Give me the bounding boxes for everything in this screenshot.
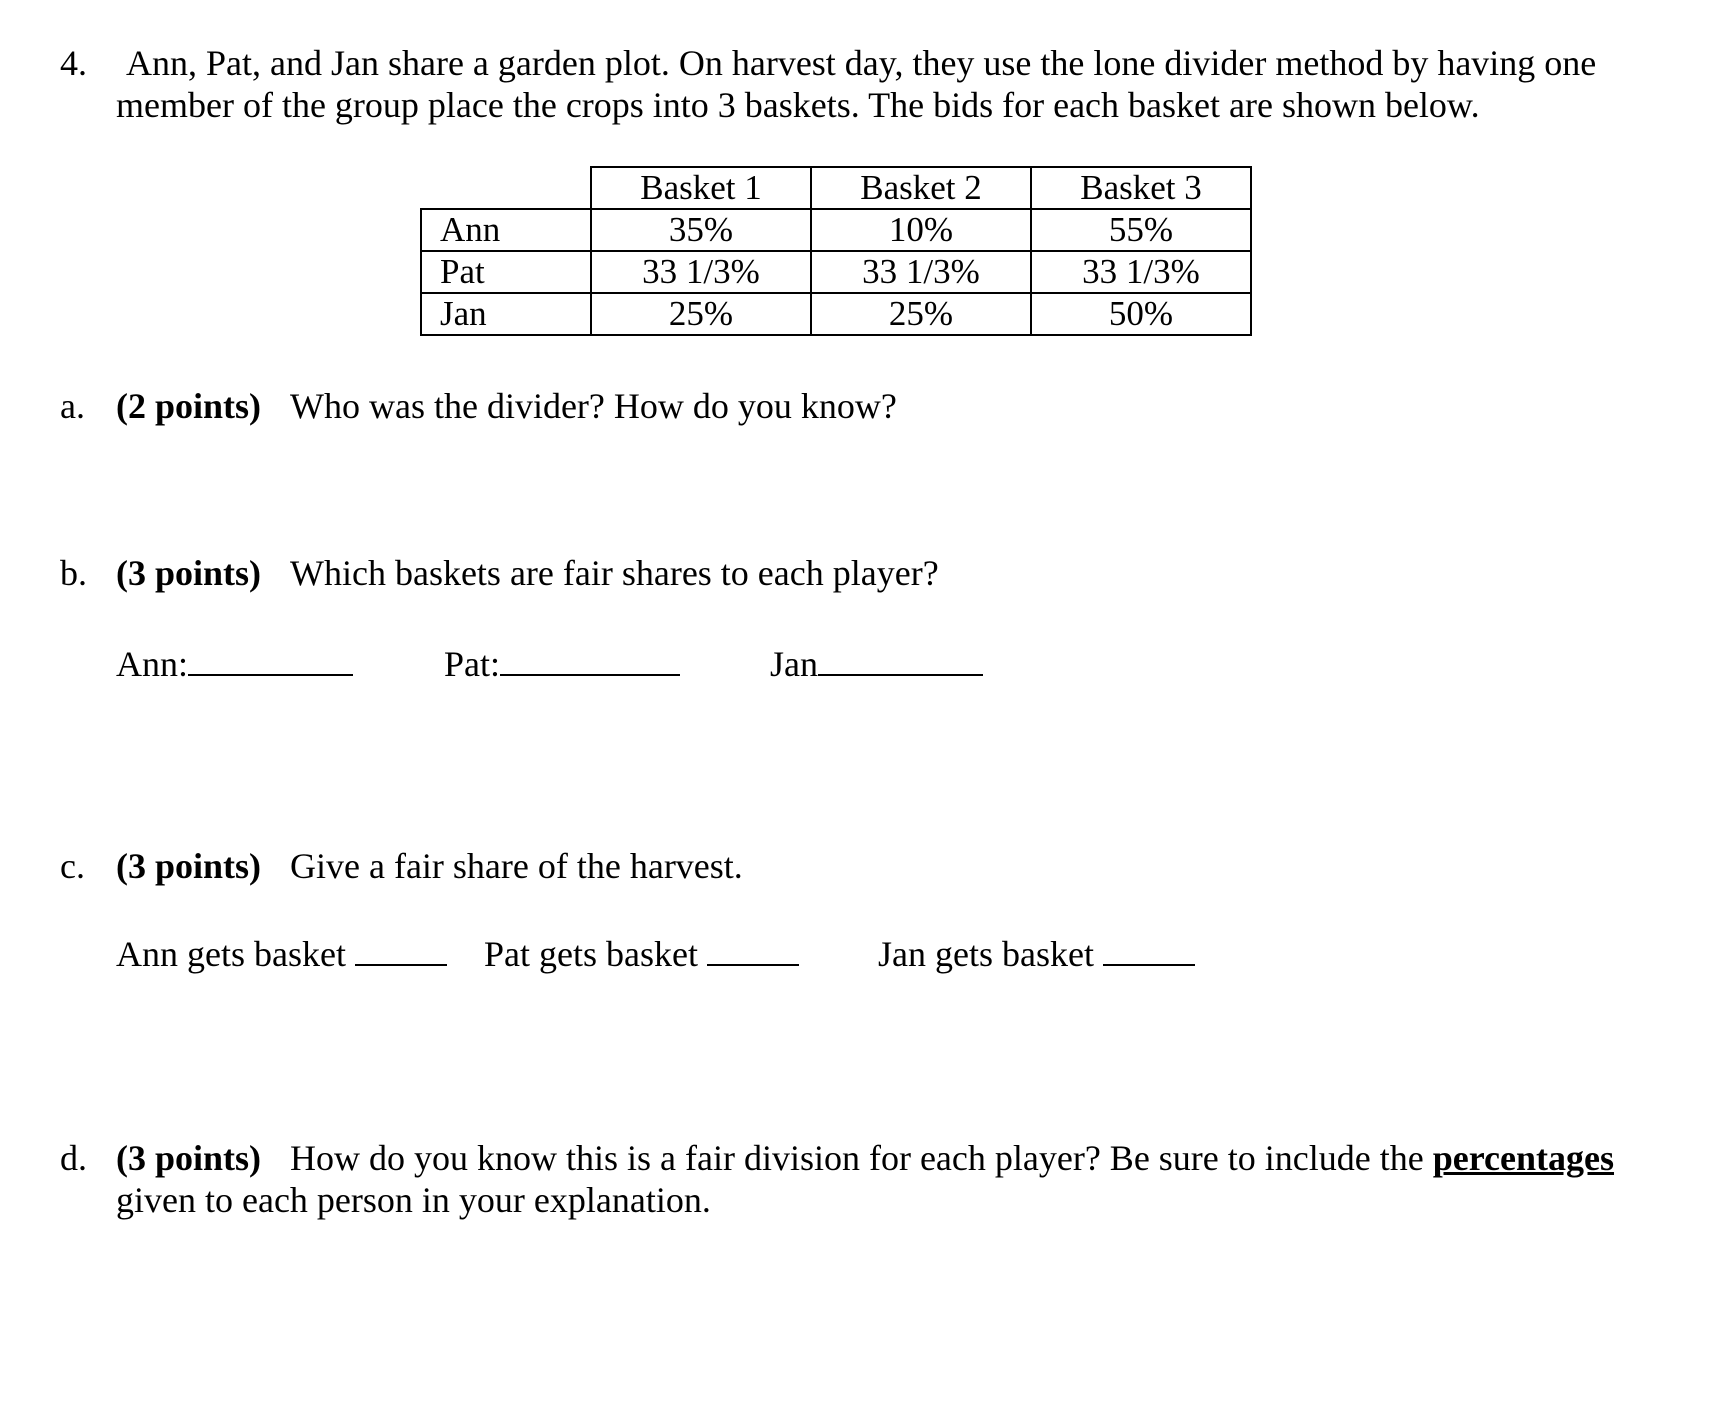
answer-label: Ann: <box>116 644 188 684</box>
part-d-points: (3 points) <box>116 1138 262 1178</box>
answer-jan-fair <box>770 638 983 685</box>
problem-text-line1: Ann, Pat, and Jan share a garden plot. On harvest day, they use the lone divider method by having one <box>126 43 1597 83</box>
answer-label: Pat gets basket <box>484 934 698 974</box>
part-d-question-text: How do you know this is a fair division for each player? Be sure to include the <box>290 1138 1424 1178</box>
part-b-letter: b. <box>60 553 87 593</box>
problem-text-line2: member of the group place the crops into 3 baskets. The bids for each basket are shown below. <box>116 85 1480 125</box>
part-c-question: Give a fair share of the harvest. <box>290 846 743 886</box>
bids-table <box>420 166 1252 336</box>
answer-jan-basket <box>878 928 1195 975</box>
part-b-points: (3 points) <box>116 553 262 593</box>
table-row <box>421 251 1251 293</box>
header-basket-1: Basket 1 <box>591 167 811 209</box>
table-cell: 35% <box>591 209 811 251</box>
answer-blank[interactable] <box>707 928 799 966</box>
part-d-letter: d. <box>60 1138 87 1178</box>
row-name-jan: Jan <box>421 293 591 335</box>
table-row <box>421 209 1251 251</box>
answer-label: Jan <box>770 644 818 684</box>
table-cell: 33 1/3% <box>591 251 811 293</box>
answer-pat-fair <box>444 638 680 685</box>
header-basket-3: Basket 3 <box>1031 167 1251 209</box>
answer-blank[interactable] <box>818 638 983 676</box>
answer-blank[interactable] <box>355 928 447 966</box>
answer-pat-basket <box>484 928 799 975</box>
table-cell: 25% <box>591 293 811 335</box>
answer-blank[interactable] <box>500 638 680 676</box>
table-cell: 25% <box>811 293 1031 335</box>
answer-blank[interactable] <box>188 638 353 676</box>
part-d-question <box>290 1137 1614 1179</box>
row-name-ann: Ann <box>421 209 591 251</box>
part-a-question: Who was the divider? How do you know? <box>290 386 897 426</box>
part-c-points: (3 points) <box>116 846 262 886</box>
table-row <box>421 293 1251 335</box>
table-cell: 55% <box>1031 209 1251 251</box>
problem-number: 4. <box>60 43 87 83</box>
answer-blank[interactable] <box>1103 928 1195 966</box>
table-cell: 33 1/3% <box>1031 251 1251 293</box>
table-cell: 50% <box>1031 293 1251 335</box>
part-b-question: Which baskets are fair shares to each player? <box>290 553 939 593</box>
table-cell: 10% <box>811 209 1031 251</box>
part-d-emphasis: percentages <box>1432 1138 1615 1178</box>
part-d-line2: given to each person in your explanation. <box>116 1180 711 1220</box>
table-corner <box>421 167 591 209</box>
answer-label: Jan gets basket <box>878 934 1094 974</box>
part-a-letter: a. <box>60 386 85 426</box>
table-cell: 33 1/3% <box>811 251 1031 293</box>
row-name-pat: Pat <box>421 251 591 293</box>
header-basket-2: Basket 2 <box>811 167 1031 209</box>
answer-ann-fair <box>116 638 353 685</box>
table-header-row <box>421 167 1251 209</box>
answer-label: Ann gets basket <box>116 934 346 974</box>
part-a-points: (2 points) <box>116 386 262 426</box>
answer-label: Pat: <box>444 644 501 684</box>
part-c-letter: c. <box>60 846 85 886</box>
answer-ann-basket <box>116 928 447 975</box>
